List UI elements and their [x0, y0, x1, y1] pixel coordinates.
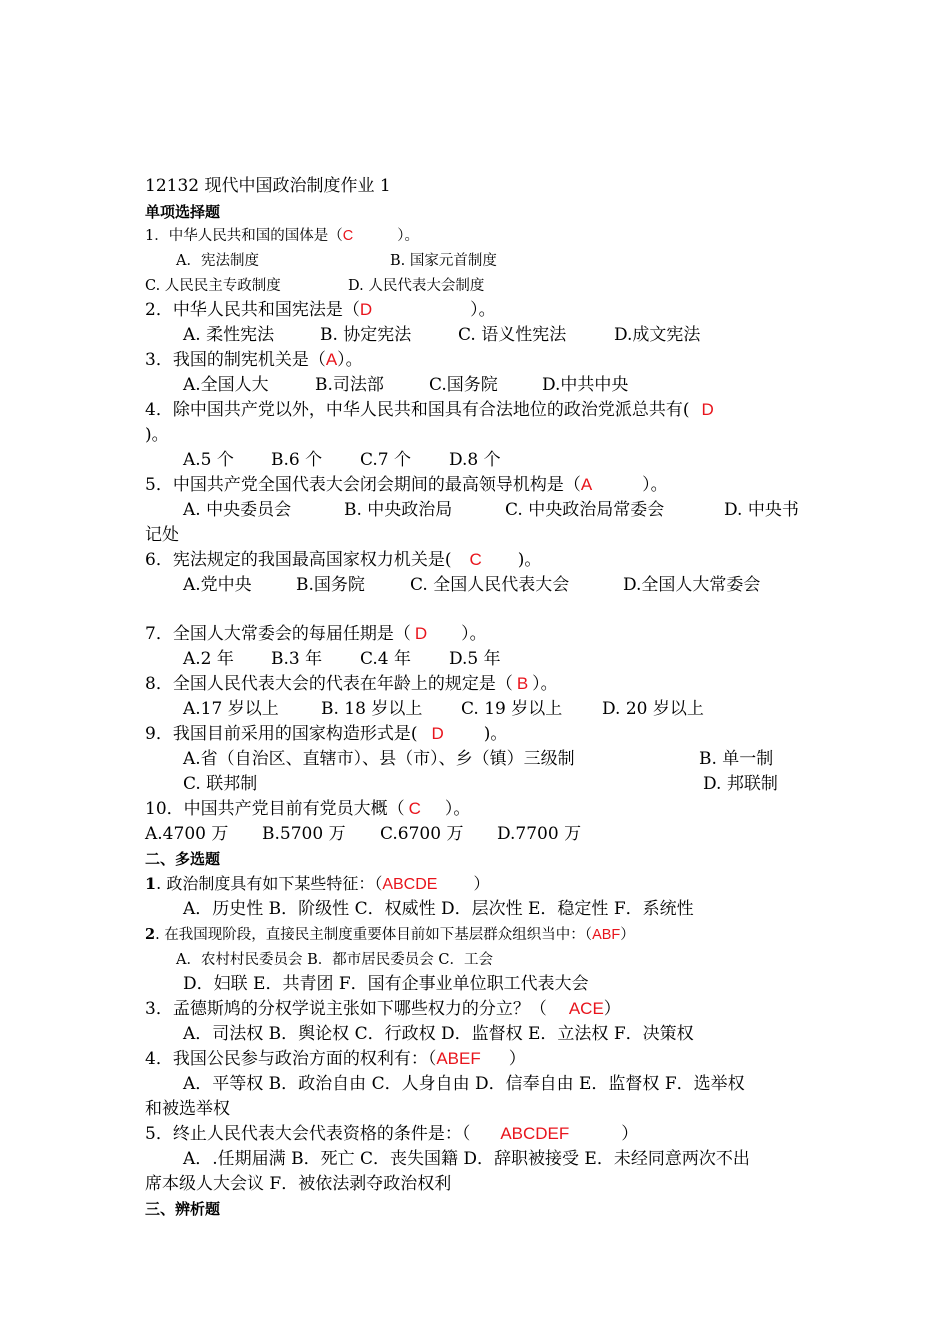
multi-question-5-close: ）	[621, 1124, 639, 1144]
option-2a: A. 柔性宪法	[183, 325, 275, 345]
answer-10: C	[408, 799, 421, 818]
multi-question-1-number: 1	[145, 874, 157, 893]
option-10d: D.7700 万	[497, 824, 582, 844]
multi-question-1-options: A．历史性 B．阶级性 C．权威性 D．层次性 E．稳定性 F．系统性	[183, 899, 694, 919]
option-5a: A. 中央委员会	[183, 500, 292, 520]
question-9-options-row1	[0, 749, 950, 769]
question-8-text: 8．全国人民代表大会的代表在年龄上的规定是（	[145, 674, 513, 694]
question-10	[145, 799, 470, 819]
multi-question-3-text: 3．孟德斯鸠的分权学说主张如下哪些权力的分立？（	[145, 999, 547, 1019]
question-8	[145, 674, 558, 694]
multi-question-5	[145, 1124, 638, 1144]
multi-question-4-close: ）	[508, 1049, 526, 1069]
multi-answer-3: ACE	[568, 999, 604, 1018]
option-1a: A．宪法制度	[176, 253, 259, 269]
multi-question-4-text: 4．我国公民参与政治方面的权利有：（	[145, 1049, 437, 1069]
multi-question-3-options: A．司法权 B．舆论权 C．行政权 D．监督权 E．立法权 F．决策权	[183, 1024, 694, 1044]
question-2-options	[0, 325, 950, 345]
option-7b: B.3 年	[271, 649, 323, 669]
answer-3: A	[325, 350, 338, 369]
option-10c: C.6700 万	[380, 824, 464, 844]
question-10-text: 10．中国共产党目前有党员大概（	[145, 799, 405, 819]
question-8-options	[0, 699, 950, 719]
answer-2: D	[359, 300, 373, 319]
multi-question-3	[145, 999, 621, 1019]
multi-answer-1: ABCDE	[382, 876, 438, 893]
option-1c: C. 人民民主专政制度	[145, 278, 281, 294]
question-1-options-row2	[0, 276, 950, 296]
option-10a: A.4700 万	[145, 824, 229, 844]
question-3-close: ）。	[337, 350, 363, 370]
option-5c: C. 中央政治局常委会	[505, 500, 665, 520]
document-title: 12132 现代中国政治制度作业 1	[145, 176, 391, 196]
option-8b: B. 18 岁以上	[321, 699, 423, 719]
question-5-options	[0, 500, 950, 520]
option-4b: B.6 个	[271, 450, 323, 470]
question-5-text: 5．中国共产党全国代表大会闭会期间的最高领导机构是（	[145, 475, 581, 495]
multi-question-2-text: . 在我国现阶段，直接民主制度重要体目前如下基层群众组织当中：（	[155, 927, 593, 943]
option-6c: C. 全国人民代表大会	[410, 575, 570, 595]
answer-5: A	[580, 475, 593, 494]
question-9-close: )。	[483, 724, 508, 744]
multi-question-5-options-row1: A．.任期届满 B．死亡 C．丧失国籍 D．辞职被接受 E．未经同意两次不出	[183, 1149, 750, 1169]
multi-question-5-text: 5．终止人民代表大会代表资格的条件是：（	[145, 1124, 471, 1144]
option-1b: B. 国家元首制度	[390, 253, 497, 269]
question-4-close: )。	[145, 425, 169, 445]
multi-question-2-close: ）	[620, 927, 635, 943]
multi-answer-4: ABEF	[436, 1049, 481, 1068]
question-4	[145, 400, 714, 420]
multi-question-2-options-row1: A．农村村民委员会 B．都市居民委员会 C．工会	[176, 952, 493, 968]
section-title-analysis: 三、辨析题	[145, 1200, 221, 1218]
option-6d: D.全国人大常委会	[623, 575, 761, 595]
multi-question-4-options-row1: A．平等权 B．政治自由 C．人身自由 D．信奉自由 E．监督权 F．选举权	[183, 1074, 745, 1094]
option-3a: A.全国人大	[183, 375, 269, 395]
option-2b: B. 协定宪法	[320, 325, 412, 345]
multi-question-1	[145, 874, 489, 895]
question-1	[145, 226, 419, 246]
question-10-options	[0, 824, 950, 844]
question-1-close: ）。	[397, 228, 419, 244]
option-6b: B.国务院	[296, 575, 365, 595]
multi-question-1-close: ）	[473, 874, 490, 893]
option-5b: B. 中央政治局	[344, 500, 453, 520]
option-5d: D. 中央书	[724, 500, 799, 520]
option-2c: C. 语义性宪法	[458, 325, 567, 345]
option-4d: D.8 个	[449, 450, 501, 470]
multi-question-3-close: ）	[603, 999, 621, 1019]
multi-question-2-number: 2	[145, 926, 156, 943]
question-9-options-row2	[0, 774, 950, 794]
question-6	[145, 550, 541, 570]
option-7d: D.5 年	[449, 649, 501, 669]
question-7	[145, 624, 487, 644]
option-8c: C. 19 岁以上	[461, 699, 563, 719]
answer-8: B	[516, 674, 529, 693]
option-2d: D.成文宪法	[614, 325, 701, 345]
question-7-close: ）。	[461, 624, 487, 644]
question-9-text: 9．我国目前采用的国家构造形式是(	[145, 724, 418, 744]
option-4c: C.7 个	[360, 450, 412, 470]
question-5-close: ）。	[642, 475, 668, 495]
multi-question-2	[145, 925, 635, 945]
question-5	[145, 475, 668, 495]
question-10-close: ）。	[444, 799, 471, 819]
answer-9: D	[431, 724, 444, 743]
answer-4: D	[701, 400, 714, 419]
option-9b: B. 单一制	[699, 749, 774, 769]
question-3-options	[0, 375, 950, 395]
question-4-text: 4．除中国共产党以外，中华人民共和国具有合法地位的政治党派总共有(	[145, 400, 690, 420]
question-7-options	[0, 649, 950, 669]
option-4a: A.5 个	[183, 450, 234, 470]
question-6-close: )。	[517, 550, 542, 570]
multi-question-2-options-row2: D．妇联 E．共青团 F．国有企事业单位职工代表大会	[183, 974, 589, 994]
option-7a: A.2 年	[183, 649, 234, 669]
multi-question-5-options-row2: 席本级人大会议 F．被依法剥夺政治权利	[145, 1174, 452, 1194]
answer-1: C	[342, 228, 354, 244]
option-9d: D. 邦联制	[703, 774, 778, 794]
option-3b: B.司法部	[315, 375, 384, 395]
answer-6: C	[469, 550, 482, 569]
section-title-single-choice: 单项选择题	[145, 203, 221, 221]
question-8-close: ）。	[532, 674, 558, 694]
question-7-text: 7．全国人大常委会的每届任期是（	[145, 624, 411, 644]
question-9	[145, 724, 507, 744]
option-9a: A.省（自治区、直辖市）、县（市）、乡（镇）三级制	[183, 749, 575, 769]
multi-answer-2: ABF	[592, 927, 621, 943]
option-3d: D.中共中央	[542, 375, 629, 395]
multi-question-4-options-row2: 和被选举权	[145, 1099, 230, 1119]
question-6-options	[0, 575, 950, 595]
multi-question-4	[145, 1049, 526, 1069]
option-8a: A.17 岁以上	[183, 699, 279, 719]
question-6-text: 6．宪法规定的我国最高国家权力机关是(	[145, 550, 452, 570]
question-3	[145, 350, 363, 370]
option-7c: C.4 年	[360, 649, 412, 669]
multi-question-1-text: . 政治制度具有如下某些特征：（	[156, 874, 383, 893]
answer-7: D	[414, 624, 428, 643]
question-3-text: 3．我国的制宪机关是（	[145, 350, 326, 370]
question-5-continuation: 记处	[145, 525, 179, 545]
question-1-text: 1．中华人民共和国的国体是（	[145, 228, 343, 244]
option-1d: D. 人民代表大会制度	[348, 278, 485, 294]
option-9c: C. 联邦制	[183, 774, 258, 794]
question-2	[145, 300, 496, 320]
option-6a: A.党中央	[183, 575, 252, 595]
option-3c: C.国务院	[429, 375, 498, 395]
question-1-options-row1	[0, 251, 950, 271]
section-title-multi-choice: 二、多选题	[145, 850, 221, 868]
question-2-text: 2．中华人民共和国宪法是（	[145, 300, 360, 320]
question-2-close: ）。	[470, 300, 496, 320]
question-4-options	[0, 450, 950, 470]
multi-answer-5: ABCDEF	[500, 1124, 570, 1143]
option-10b: B.5700 万	[262, 824, 346, 844]
option-8d: D. 20 岁以上	[602, 699, 704, 719]
